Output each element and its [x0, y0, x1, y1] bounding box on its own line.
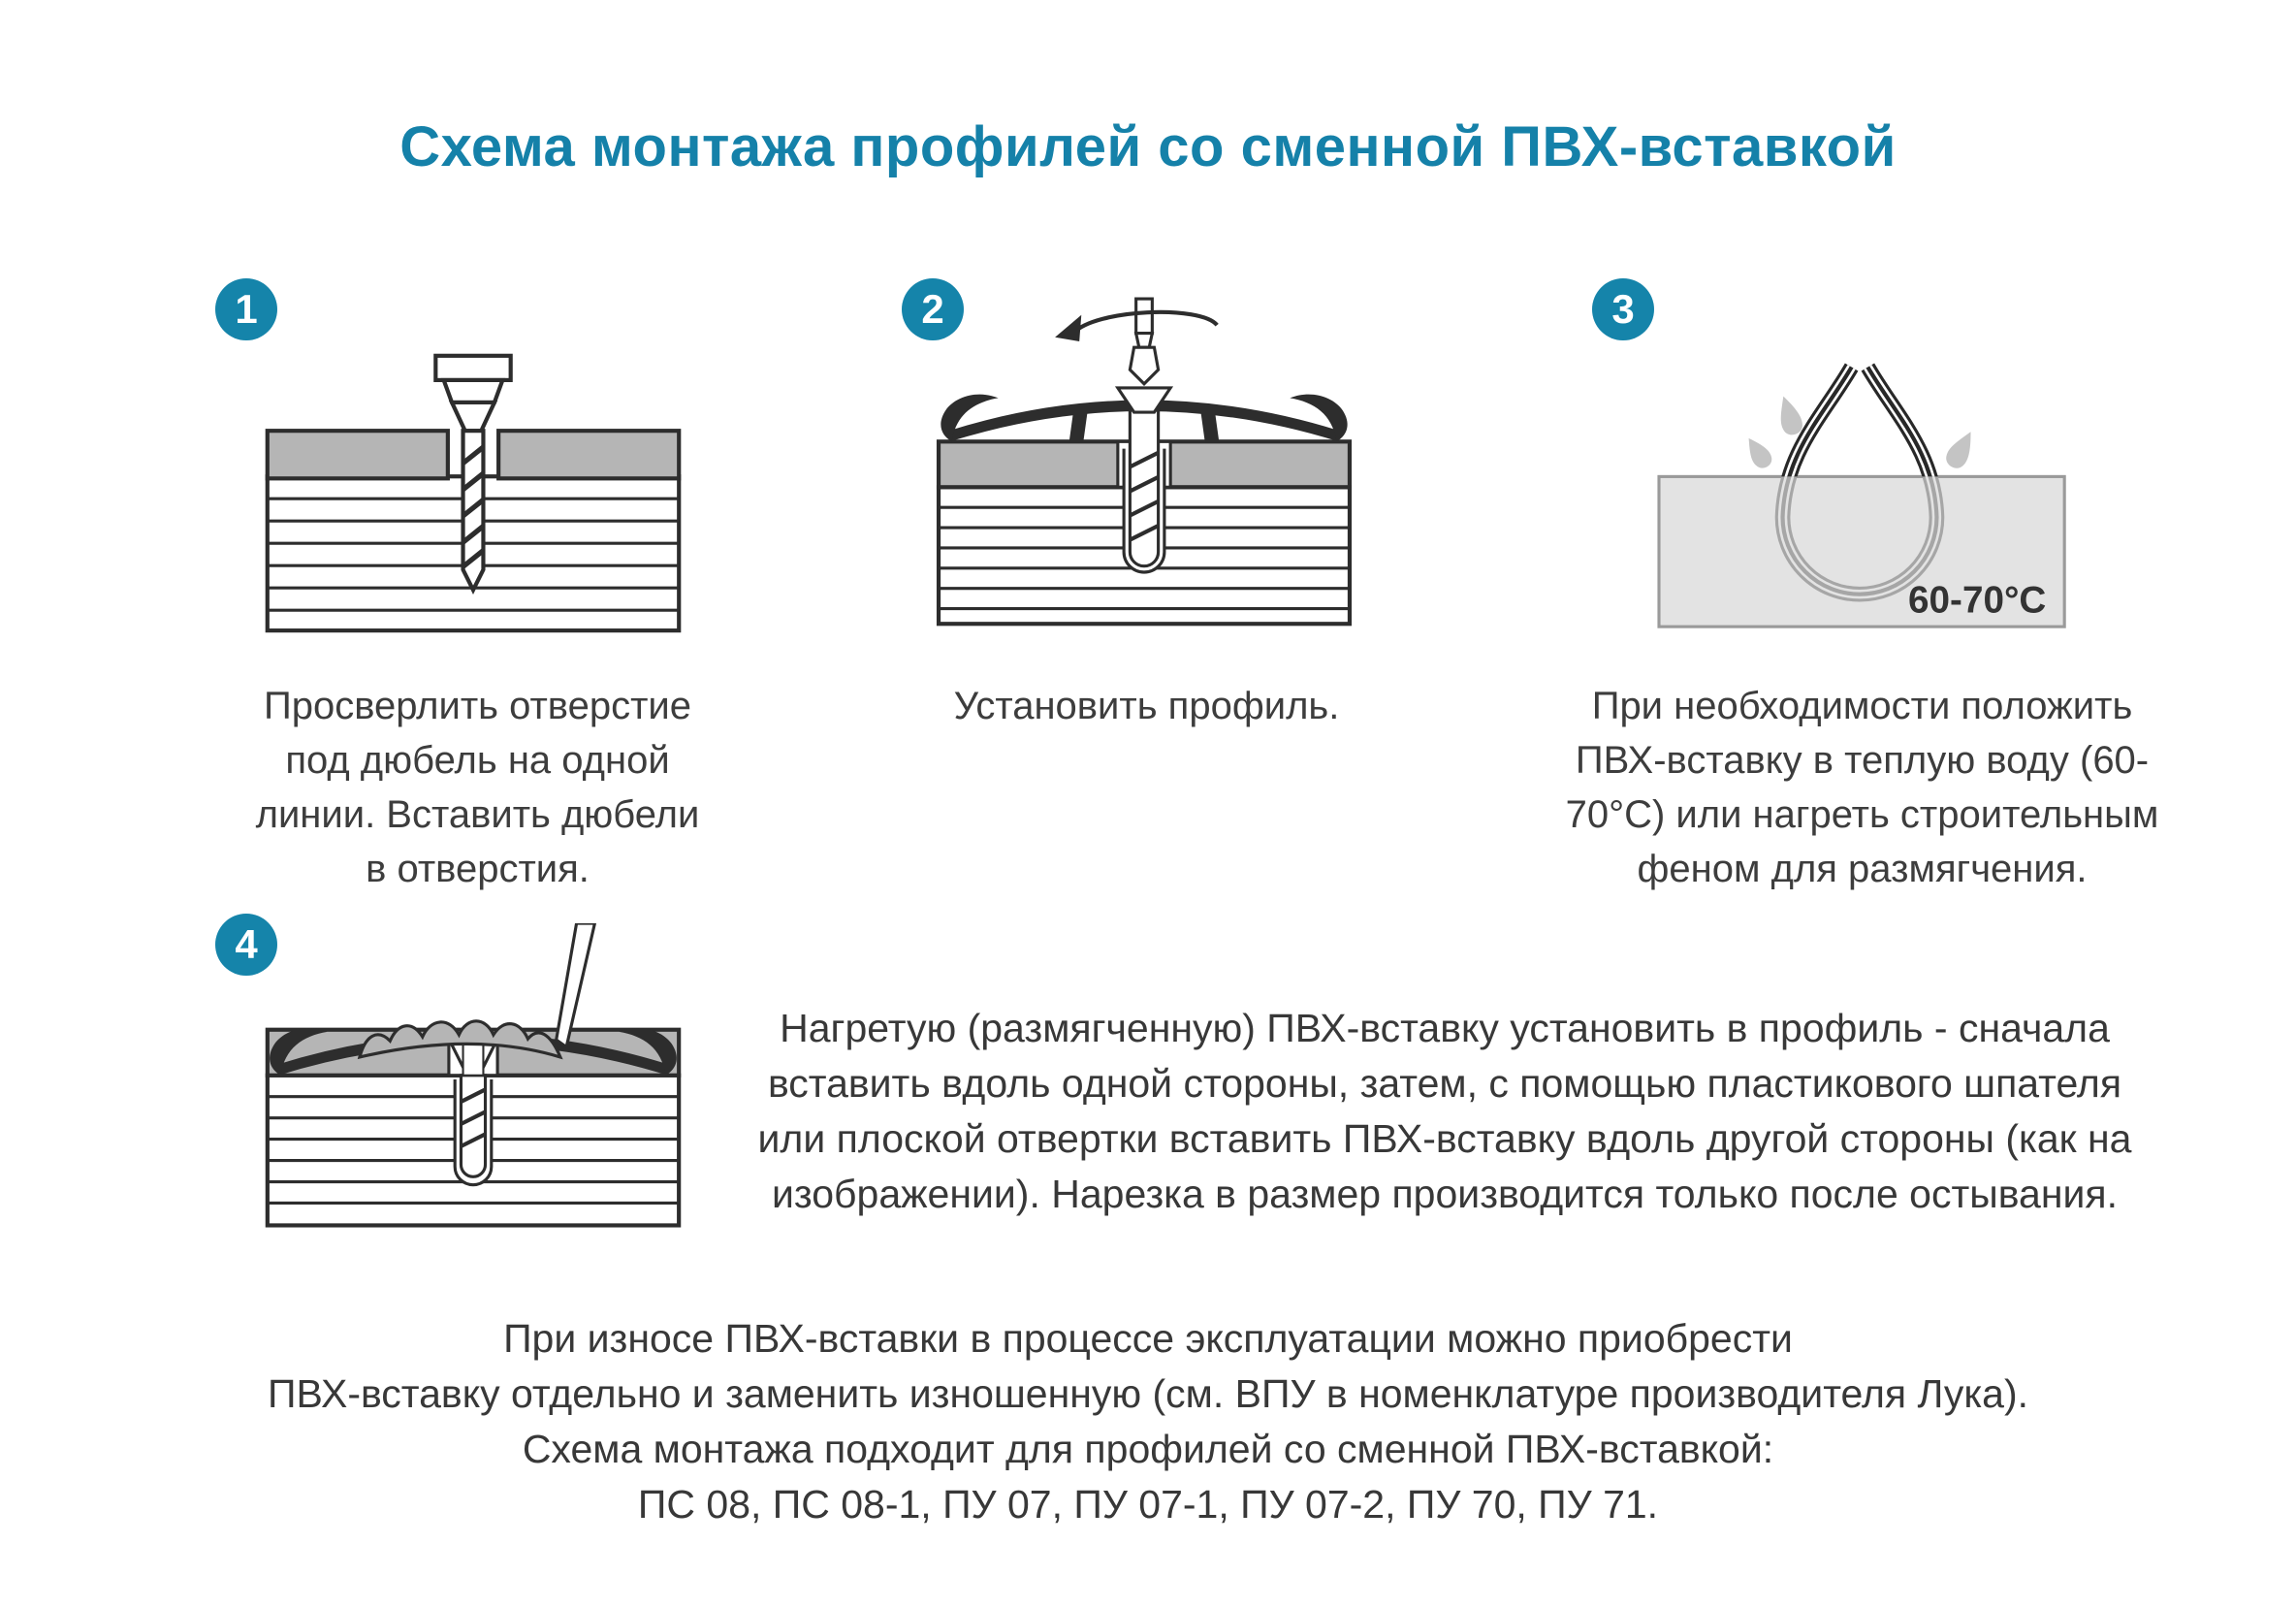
screw-shaft [463, 1043, 484, 1075]
caption-line: под дюбель на одной [285, 739, 670, 782]
caption-line: вставить вдоль одной стороны, затем, с помощью пластикового шпателя [767, 1061, 2122, 1106]
footer-line: Схема монтажа подходит для профилей со сменной ПВХ-вставкой: [522, 1427, 1774, 1471]
step-2-number: 2 [921, 286, 944, 332]
insert-pvc-figure [250, 923, 696, 1238]
footer-line: При износе ПВХ-вставки в процессе эксплуатации можно приобрести [503, 1316, 1793, 1361]
step-2-caption [834, 679, 1459, 733]
page-title: Схема монтажа профилей со сменной ПВХ-вставкой [399, 115, 1897, 178]
step-1-number: 1 [235, 286, 258, 332]
caption-line: 70°C) или нагреть строительным [1565, 793, 2159, 836]
caption-line: феном для размягчения. [1637, 848, 2088, 890]
caption-line: Установить профиль. [953, 685, 1340, 727]
drill-dowel-figure [250, 341, 696, 646]
caption-line: в отверстия. [366, 848, 590, 890]
footer-note [0, 1311, 2296, 1532]
caption-line: При необходимости положить [1591, 685, 2133, 727]
step-3-number: 3 [1611, 286, 1635, 332]
footer-line: ПВХ-вставку отдельно и заменить изношенную (см. ВПУ в номенклатуре производителя Лука). [267, 1371, 2029, 1416]
dowel-icon [455, 1076, 492, 1185]
floor-panel-right [498, 431, 679, 478]
caption-line: линии. Вставить дюбели [255, 793, 700, 836]
step-4-caption [718, 1001, 2172, 1222]
step-4-number: 4 [235, 921, 258, 967]
install-profile-figure [921, 297, 1367, 641]
caption-line: или плоской отвертки вставить ПВХ-вставку вдоль другой стороны (как на [757, 1116, 2132, 1161]
step-3-caption [1511, 679, 2214, 896]
caption-line: изображении). Нарезка в размер производится только после остывания. [772, 1172, 2118, 1216]
footer-line: ПС 08, ПС 08-1, ПУ 07, ПУ 07-1, ПУ 07-2, ПУ 70, ПУ 71. [637, 1482, 1659, 1527]
warm-water-figure [1637, 316, 2083, 641]
water-temp-label: 60-70°C [1908, 579, 2047, 622]
droplet-icons [1741, 393, 1980, 471]
caption-line: Просверлить отверстие [263, 685, 691, 727]
step-1-caption [165, 679, 790, 896]
caption-line: ПВХ-вставку в теплую воду (60- [1575, 739, 2150, 782]
caption-line: Нагретую (размягченную) ПВХ-вставку установить в профиль - сначала [780, 1006, 2110, 1050]
floor-panel-left [268, 431, 448, 478]
dowel-icon [1124, 410, 1164, 572]
step-1-badge [215, 278, 277, 340]
